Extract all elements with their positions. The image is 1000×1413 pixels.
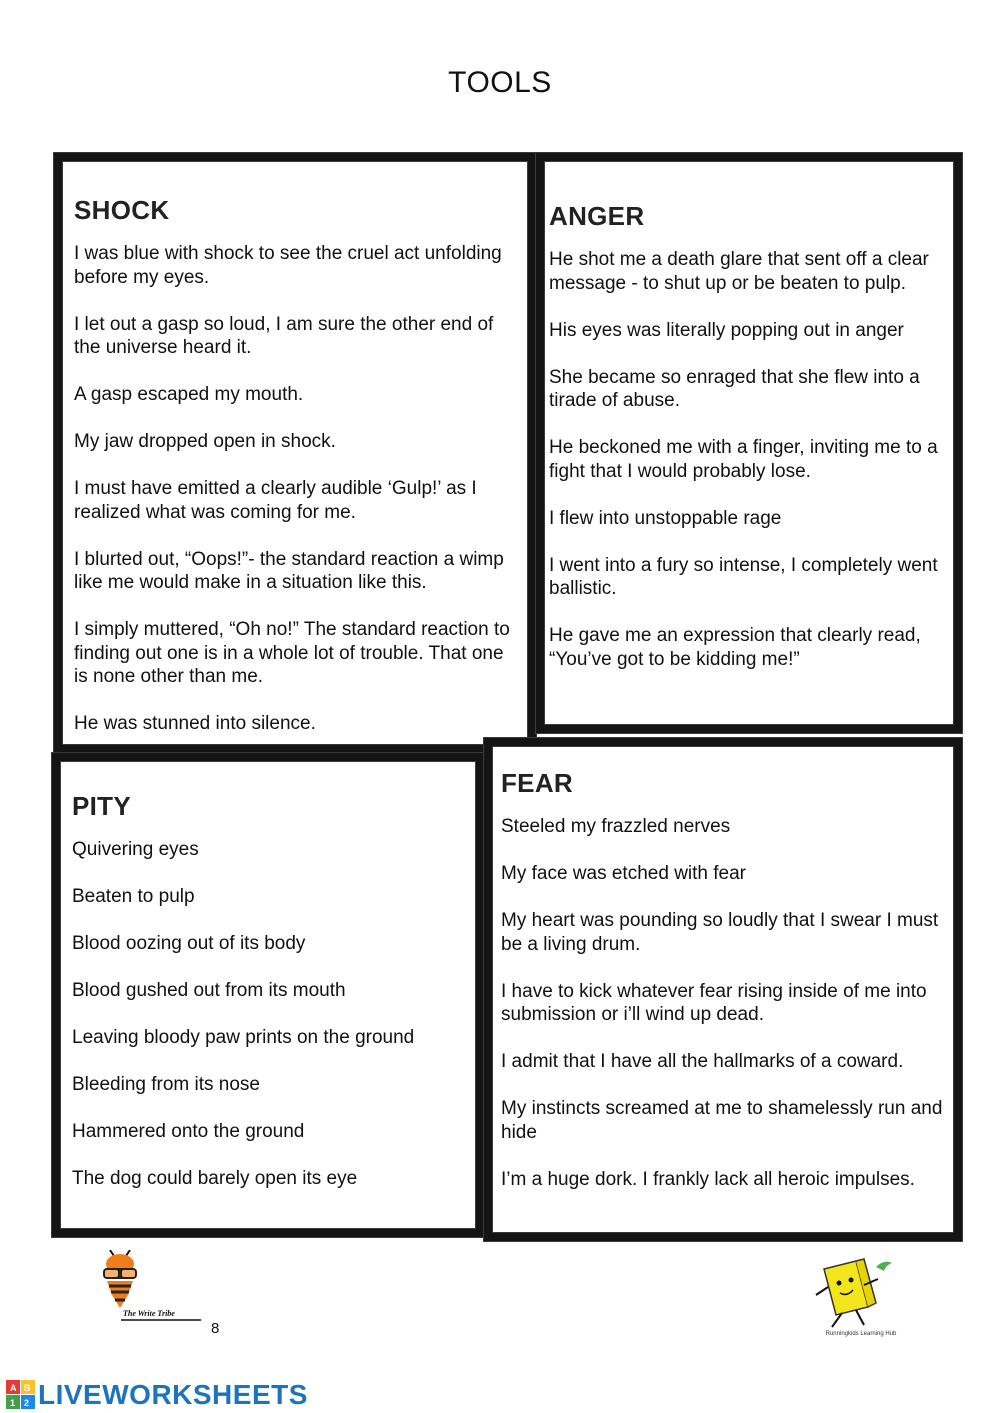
phrase-item: My instincts screamed at me to shamelessly run and hide: [501, 1098, 943, 1143]
phrase-list: [74, 242, 528, 736]
phrase-item: I must have emitted a clearly audible ‘Gulp!’ as I realized what was coming for me.: [74, 478, 477, 523]
brand-name: LIVEWORKSHEETS: [38, 1379, 308, 1410]
liveworksheets-icon: [6, 1380, 36, 1410]
phrase-item: Steeled my frazzled nerves: [501, 816, 731, 837]
runningkids-logo: [806, 1255, 916, 1345]
section-heading: SHOCK: [74, 195, 170, 225]
phrase-item: Quivering eyes: [72, 839, 199, 860]
phrase-item: Blood gushed out from its mouth: [72, 980, 346, 1001]
phrase-item: He was stunned into silence.: [74, 713, 316, 734]
phrase-item: I simply muttered, “Oh no!” The standard reaction to finding out one is in a whole lot of trouble. That one is none other than me.: [74, 619, 510, 687]
phrase-item: The dog could barely open its eye: [72, 1168, 358, 1189]
phrase-item: My heart was pounding so loudly that I swear I must be a living drum.: [501, 910, 939, 955]
write-tribe-logo: [95, 1250, 210, 1330]
page-number: 8: [211, 1320, 220, 1337]
phrase-item: I let out a gasp so loud, I am sure the other end of the universe heard it.: [74, 313, 494, 358]
section-heading: ANGER: [549, 201, 645, 231]
phrase-item: My jaw dropped open in shock.: [74, 431, 336, 452]
phrase-item: Leaving bloody paw prints on the ground: [72, 1027, 415, 1048]
phrase-item: Blood oozing out of its body: [72, 933, 306, 954]
phrase-item: Beaten to pulp: [72, 886, 195, 907]
phrase-item: I blurted out, “Oops!”- the standard reaction a wimp like me would make in a situation like this.: [74, 548, 504, 593]
svg-text:2: 2: [24, 1398, 30, 1408]
section-heading: FEAR: [501, 768, 573, 798]
phrase-item: I went into a fury so intense, I completely went ballistic.: [549, 554, 938, 599]
phrase-list: [549, 248, 954, 671]
section-heading: PITY: [72, 791, 131, 821]
logo-caption: The Write Tribe: [123, 1309, 175, 1318]
phrase-item: I was blue with shock to see the cruel act unfolding before my eyes.: [74, 243, 502, 288]
phrase-item: He gave me an expression that clearly read, “You’ve got to be kidding me!”: [549, 625, 921, 670]
phrase-item: A gasp escaped my mouth.: [74, 384, 304, 405]
phrase-item: She became so enraged that she flew into a tirade of abuse.: [549, 366, 920, 411]
phrase-item: Hammered onto the ground: [72, 1121, 305, 1142]
phrase-item: He beckoned me with a finger, inviting me to a fight that I would probably lose.: [549, 437, 938, 482]
phrase-list: [501, 815, 954, 1191]
svg-text:A: A: [10, 1383, 17, 1393]
phrase-item: I admit that I have all the hallmarks of a coward.: [501, 1051, 904, 1072]
logo-caption: Runningkids Learning Hub: [825, 1331, 897, 1337]
phrase-item: I flew into unstoppable rage: [549, 507, 782, 529]
section-pity: [52, 753, 484, 1237]
svg-text:1: 1: [10, 1398, 16, 1408]
section-shock: [54, 153, 536, 753]
liveworksheets-brand: [6, 1378, 308, 1412]
phrase-item: Bleeding from its nose: [72, 1074, 260, 1095]
phrase-item: I’m a huge dork. I frankly lack all heroic impulses.: [501, 1168, 915, 1190]
phrase-item: He shot me a death glare that sent off a clear message - to shut up or be beaten to pulp.: [549, 249, 929, 294]
phrase-list: [72, 838, 476, 1191]
page-title: TOOLS: [448, 66, 552, 99]
section-fear: [484, 738, 962, 1241]
phrase-item: I have to kick whatever fear rising inside of me into submission or i’ll wind up dead.: [501, 980, 927, 1025]
phrase-item: My face was etched with fear: [501, 863, 746, 884]
svg-text:B: B: [24, 1383, 31, 1393]
phrase-item: His eyes was literally popping out in anger: [549, 319, 904, 341]
section-anger: [536, 153, 962, 733]
